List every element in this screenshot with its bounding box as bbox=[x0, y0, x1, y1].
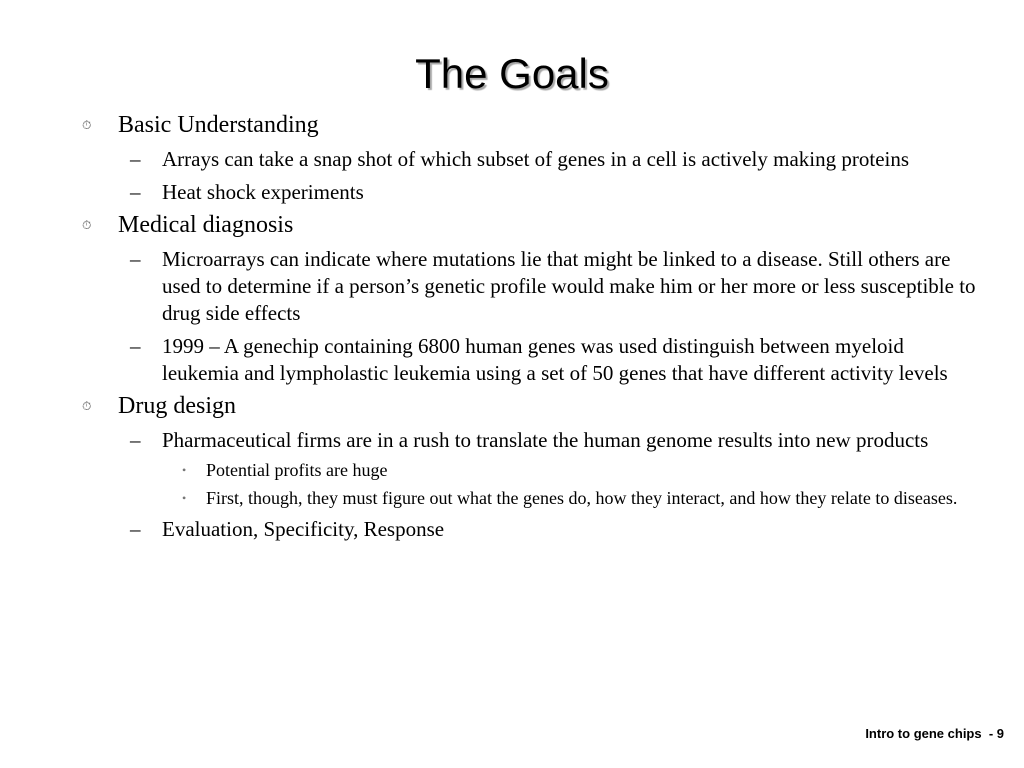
section-heading bbox=[82, 110, 978, 140]
dash-bullet: – bbox=[130, 247, 141, 271]
section-heading-text: Basic Understanding bbox=[118, 112, 319, 138]
list-item bbox=[130, 246, 982, 327]
dash-bullet: – bbox=[130, 517, 141, 541]
stopwatch-icon: ⏱ bbox=[82, 399, 92, 413]
sub-list-item-text: First, though, they must figure out what the genes do, how they interact, and how they relate to diseases. bbox=[206, 488, 958, 508]
list-item-text: Microarrays can indicate where mutations lie that might be linked to a disease. Still others are used to determine if a person’s genetic profile would make him or her more or less susceptible to drug side effects bbox=[162, 247, 976, 325]
list-item bbox=[130, 333, 982, 387]
dash-bullet: – bbox=[130, 147, 141, 171]
dash-bullet: – bbox=[130, 428, 141, 452]
dot-bullet: • bbox=[182, 491, 187, 505]
stopwatch-icon: ⏱ bbox=[82, 218, 92, 232]
dot-bullet: • bbox=[182, 463, 187, 477]
section-heading-text: Medical diagnosis bbox=[118, 212, 294, 238]
slide-content bbox=[0, 106, 1024, 543]
list-item-text: Pharmaceutical firms are in a rush to translate the human genome results into new products bbox=[162, 428, 929, 452]
list-item-text: Evaluation, Specificity, Response bbox=[162, 517, 445, 541]
slide-title: The Goals bbox=[415, 50, 609, 97]
list-item bbox=[130, 179, 982, 206]
sub-list-item bbox=[182, 486, 966, 510]
section-heading bbox=[82, 210, 978, 240]
slide-footer: Intro to gene chips - 9 bbox=[865, 726, 1004, 741]
list-item-text: 1999 – A genechip containing 6800 human genes was used distinguish between myeloid leukemia and lympholastic leukemia using a set of 50 genes that have different activity levels bbox=[162, 334, 948, 385]
stopwatch-icon: ⏱ bbox=[82, 118, 92, 132]
list-item-text: Arrays can take a snap shot of which subset of genes in a cell is actively making proteins bbox=[162, 147, 910, 171]
section-heading bbox=[82, 391, 978, 421]
dash-bullet: – bbox=[130, 180, 141, 204]
dash-bullet: – bbox=[130, 334, 141, 358]
sub-list-item bbox=[182, 458, 966, 482]
list-item bbox=[130, 427, 982, 454]
list-item bbox=[130, 146, 982, 173]
section-heading-text: Drug design bbox=[118, 393, 236, 419]
sub-list-item-text: Potential profits are huge bbox=[206, 460, 388, 480]
list-item bbox=[130, 516, 982, 543]
list-item-text: Heat shock experiments bbox=[162, 180, 364, 204]
